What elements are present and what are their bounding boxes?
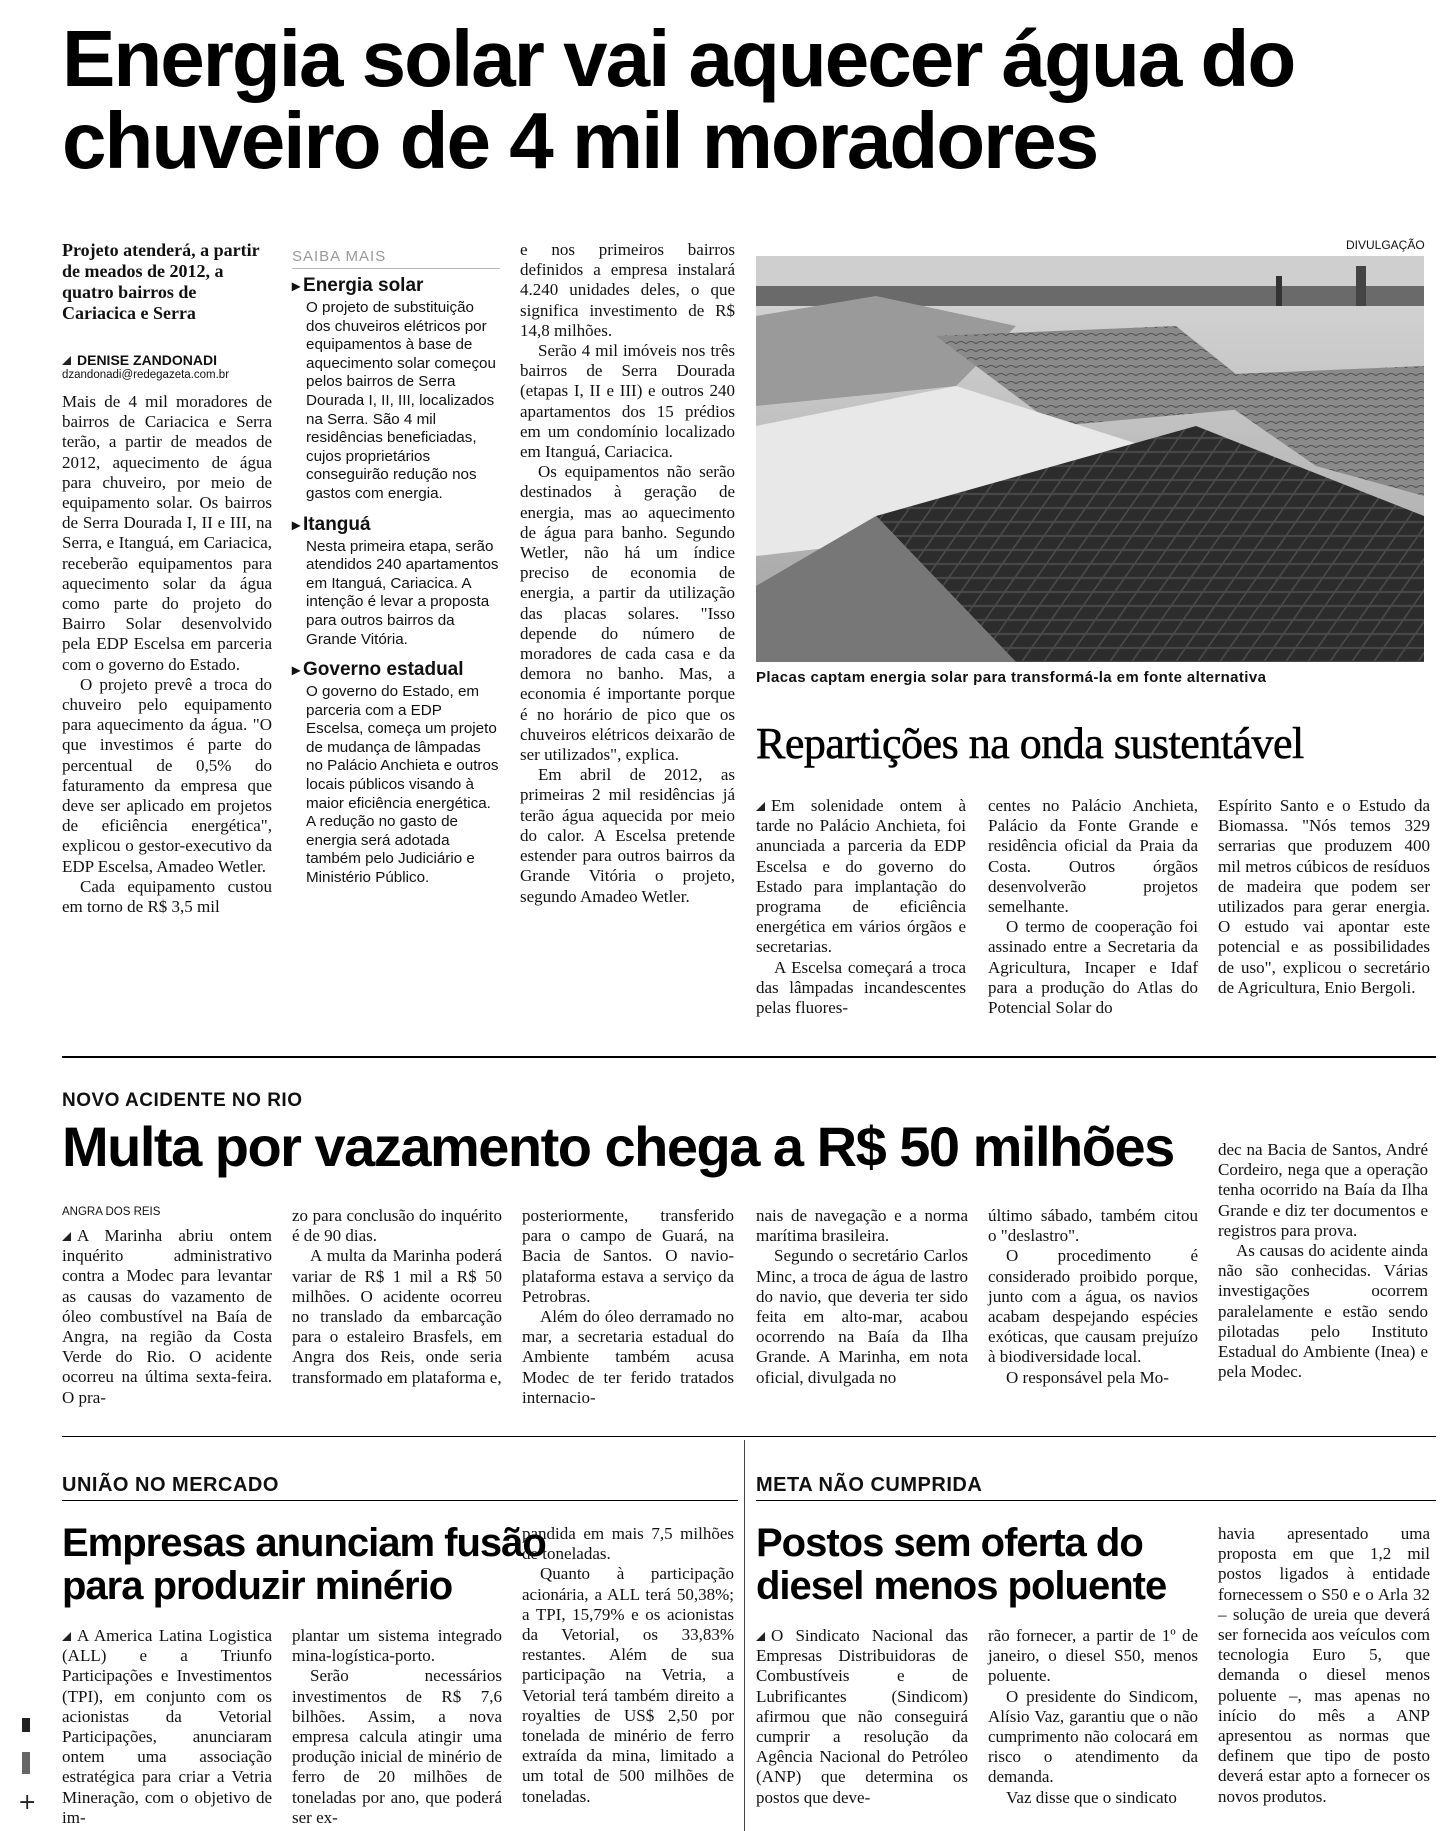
paragraph: Os equipamentos não serão destinados à geração de energia, mas ao aquecimento de água para banho. Segundo Wetler, não há um índice preciso de economia de energia, a partir da utilização das placas solares. "Isso depende do número de moradores de cada casa e da demora no banho. Mas, a economia é importante porque é no horário de pico que os chuveiros elétricos deixarão de ser utilizados", explica.: [520, 462, 735, 765]
paragraph: dec na Bacia de Santos, André Cordeiro, nega que a operação tenha ocorrido na Baía da Ilha Grande e diz ter documentos e registros para prova.: [1218, 1140, 1428, 1240]
meta-kicker: META NÃO CUMPRIDA: [756, 1474, 983, 1496]
paragraph: A multa da Marinha poderá variar de R$ 1 mil a R$ 50 milhões. O acidente ocorreu no translado da embarcação para o estaleiro Brasfels, em Angra dos Reis, onde seria transformado em plataforma e,: [292, 1246, 502, 1387]
main-column-3: [520, 240, 735, 907]
photo-caption: Placas captam energia solar para transformá-la em fonte alternativa: [756, 669, 1267, 686]
reparticoes-column-1: [756, 796, 966, 1018]
main-headline: [62, 14, 1442, 185]
paragraph: centes no Palácio Anchieta, Palácio da Fonte Grande e residência oficial da Praia da Costa. Outros órgãos desenvolverão projetos semelhante.: [988, 796, 1198, 917]
paragraph: Serão necessários investimentos de R$ 7,6 bilhões. Assim, a nova empresa calcula atingir uma produção inicial de minério de ferro de 20 milhões de toneladas por ano, que poderá ser ex-: [292, 1666, 502, 1827]
paragraph: havia apresentado uma proposta em que 1,2 mil postos ligados à entidade fornecessem o S50 e o Arla 32 – solução de ureia que deverá ser fornecida aos veículos com tecnologia Euro 5, que demanda o diesel menos poluente –, mas apenas no início do mês a ANP apresentou as normas que definem que tipo de posto deverá estar apto a fornecer os novos produtos.: [1218, 1524, 1430, 1806]
paragraph: Além do óleo derramado no mar, a secretaria estadual do Ambiente também acusa Modec de ter ferido tratados internacio-: [522, 1307, 734, 1407]
paragraph: plantar um sistema integrado mina-logística-porto.: [292, 1626, 502, 1666]
margin-mark: [22, 1752, 30, 1774]
margin-mark: [22, 1718, 30, 1732]
paragraph: e nos primeiros bairros definidos a empresa instalará 4.240 unidades deles, o que significa investimento de R$ 14,8 milhões.: [520, 240, 735, 340]
uniao-kicker: UNIÃO NO MERCADO: [62, 1474, 279, 1496]
paragraph: Segundo o secretário Carlos Minc, a troca de água de lastro do navio, que deveria ter sido feita em alto-mar, acabou ocorrendo na Baía da Ilha Grande. A Marinha, em nota oficial, divulgada no: [756, 1246, 968, 1387]
uniao-column-2: [292, 1626, 502, 1828]
triangle-icon: [756, 1632, 765, 1641]
multa-column-2: [292, 1206, 502, 1388]
triangle-icon: [62, 1632, 71, 1641]
saiba-mais-title: ▸ Energia solar: [292, 275, 500, 297]
triangle-icon: [756, 802, 765, 811]
reparticoes-headline: Repartições na onda sustentável: [756, 719, 1304, 768]
uniao-headline: [62, 1522, 546, 1608]
meta-column-1: [756, 1626, 968, 1808]
triangle-icon: [62, 1232, 71, 1241]
paragraph: A Escelsa começará a troca das lâmpadas incandescentes pelas fluores-: [756, 957, 966, 1018]
multa-headline: Multa por vazamento chega a R$ 50 milhões: [62, 1115, 1174, 1178]
section-divider: [62, 1056, 1436, 1058]
multa-column-1: [62, 1226, 272, 1408]
paragraph: Em solenidade ontem à tarde no Palácio Anchieta, foi anunciada a parceria da EDP Escelsa e do governo do Estado para implantação do programa de eficiência energética em vários órgãos e secretarias.: [756, 796, 966, 957]
paragraph: último sábado, também citou o "deslastro".: [988, 1206, 1198, 1246]
paragraph: Mais de 4 mil moradores de bairros de Cariacica e Serra terão, a partir de meados de 2012, aquecimento de água para chuveiro, por meio de equipamento solar. Os bairros de Serra Dourada I, II e III, na Serra, e Itanguá, em Cariacica, receberão equipamentos para aquecimento solar da água como parte do projeto do Bairro Solar desenvolvido pela EDP Escelsa em parceria com o governo do Estado.: [62, 392, 272, 674]
uniao-column-3: [522, 1524, 734, 1807]
paragraph: O termo de cooperação foi assinado entre a Secretaria da Agricultura, Incaper e Idaf para a produção do Atlas do Potencial Solar do: [988, 917, 1198, 1018]
meta-headline-line2: diesel menos poluente: [756, 1564, 1167, 1609]
paragraph: O responsável pela Mo-: [1006, 1367, 1169, 1387]
meta-headline: [756, 1522, 1166, 1608]
paragraph: Cada equipamento custou em torno de R$ 3,5 mil: [62, 876, 272, 917]
byline: [62, 352, 282, 381]
uniao-headline-line1: Empresas anunciam fusão: [62, 1521, 546, 1565]
paragraph: zo para conclusão do inquérito é de 90 dias.: [292, 1206, 502, 1246]
multa-dateline: ANGRA DOS REIS: [62, 1206, 161, 1218]
multa-column-5: [988, 1206, 1198, 1388]
section-divider: [62, 1436, 1436, 1437]
paragraph: Vaz disse que o sindicato: [1006, 1787, 1177, 1807]
main-subtitle: Projeto atenderá, a partir de meados de 2012, a quatro bairros de Cariacica e Serra: [62, 240, 260, 323]
paragraph: O projeto prevê a troca do chuveiro pelo equipamento para aquecimento da água. "O que investimos é parte do percentual de 0,5% do faturamento da empresa que deve ser aplicado em projetos de eficiência energética", explicou o gestor-executivo da EDP Escelsa, Amadeo Wetler.: [62, 674, 272, 876]
kicker-underline: [62, 1500, 738, 1501]
photo-credit: DIVULGAÇÃO: [1346, 238, 1425, 252]
paragraph: Espírito Santo e o Estudo da Biomassa. "Nós temos 329 serrarias que produzem 400 mil metros cúbicos de resíduos de madeira que podem ser utilizados para gerar energia. O estudo vai apontar este potencial e as possibilidades de uso", explicou o secretário de Agricultura, Enio Bergoli.: [1218, 796, 1430, 997]
crosshair-icon: +: [18, 1790, 37, 1815]
main-headline-line2: chuveiro de 4 mil moradores: [62, 95, 1098, 185]
uniao-column-1: [62, 1626, 272, 1828]
reparticoes-column-2: [988, 796, 1198, 1018]
meta-column-2: [988, 1626, 1198, 1808]
paragraph: A Marinha abriu ontem inquérito administrativo contra a Modec para levantar as causas do vazamento de óleo combustível na Baía de Angra, na região da Costa Verde do Rio. O acidente ocorreu na última sexta-feira. O pra-: [62, 1226, 272, 1407]
multa-column-6: [1218, 1140, 1428, 1382]
paragraph: As causas do acidente ainda não são conhecidas. Várias investigações ocorrem paralelamente e estão sendo pilotadas pelo Instituto Estadual do Ambiente (Inea) e pela Modec.: [1218, 1241, 1428, 1382]
meta-column-3: [1218, 1524, 1430, 1807]
saiba-mais-title: ▸ Itanguá: [292, 514, 500, 536]
uniao-headline-line2: para produzir minério: [62, 1564, 453, 1609]
multa-column-3: [522, 1206, 734, 1408]
paragraph: O Sindicato Nacional das Empresas Distribuidoras de Combustíveis e de Lubrificantes (Sindicom) afirmou que não conseguirá cumprir a resolução da Agência Nacional do Petróleo (ANP) que determina os postos que deve-: [756, 1626, 968, 1807]
meta-headline-line1: Postos sem oferta do: [756, 1521, 1143, 1565]
paragraph: nais de navegação e a norma marítima brasileira.: [756, 1206, 968, 1246]
author-name: DENISE ZANDONADI: [62, 352, 282, 368]
saiba-mais-text: O projeto de substituição dos chuveiros elétricos por equipamentos à base de aquecimento solar começou pelos bairros de Serra Dourada I, II, III, localizados na Serra. São 4 mil residências beneficiadas, cujos proprietários conseguirão redução nos gastos com energia.: [306, 299, 496, 502]
multa-column-4: [756, 1206, 968, 1388]
saiba-mais-title: ▸ Governo estadual: [292, 659, 500, 681]
paragraph: O presidente do Sindicom, Alísio Vaz, garantiu que o não cumprimento não colocará em risco o atendimento da demanda.: [988, 1686, 1198, 1787]
saiba-mais-text: Nesta primeira etapa, serão atendidos 240 apartamentos em Itanguá, Cariacica. A intenção é levar a proposta para outros bairros da Grande Vitória.: [306, 537, 499, 648]
saiba-mais-label: SAIBA MAIS: [292, 248, 500, 269]
paragraph: A America Latina Logistica (ALL) e a Triunfo Participações e Investimentos (TPI), em conjunto com os acionistas da Vetorial Participações, anunciaram ontem uma associação estratégica para criar a Vetria Mineração, com o objetivo de im-: [62, 1626, 272, 1827]
paragraph: pandida em mais 7,5 milhões de toneladas.: [522, 1524, 734, 1564]
saiba-mais-text: O governo do Estado, em parceria com a EDP Escelsa, começa um projeto de mudança de lâmpadas no Palácio Anchieta e outros locais públicos visando à maior eficiência energética. A redução no gasto de energia será adotada também pelo Judiciário e Ministério Público.: [306, 683, 499, 887]
kicker-underline: [756, 1500, 1436, 1501]
multa-kicker: NOVO ACIDENTE NO RIO: [62, 1090, 303, 1111]
column-divider: [744, 1440, 745, 1831]
solar-panels-photo: [756, 256, 1424, 662]
paragraph: posteriormente, transferido para o campo de Guará, na Bacia de Santos. O navio-plataforma estava a serviço da Petrobras.: [522, 1206, 734, 1306]
paragraph: Em abril de 2012, as primeiras 2 mil residências já terão água aquecida por meio do calor. A Escelsa pretende estender para outros bairros da Grande Vitória o projeto, segundo Amadeo Wetler.: [520, 765, 735, 906]
triangle-icon: [62, 356, 71, 365]
paragraph: rão fornecer, a partir de 1º de janeiro, o diesel S50, menos poluente.: [988, 1626, 1198, 1686]
saiba-mais-box: [292, 248, 500, 888]
paragraph: O procedimento é considerado proibido porque, junto com a água, os navios acabam despejando espécies exóticas, que causam prejuízo à biodiversidade local.: [988, 1246, 1198, 1367]
author-email: dzandonadi@redegazeta.com.br: [62, 369, 230, 381]
solar-panels-illustration: [756, 256, 1424, 662]
main-headline-line1: Energia solar vai aquecer água do: [62, 14, 1295, 103]
reparticoes-column-3: [1218, 796, 1430, 998]
main-column-1: [62, 392, 272, 917]
paragraph: Serão 4 mil imóveis nos três bairros de Serra Dourada (etapas I, II e III) e outros 240 apartamentos dos 15 prédios em um condomínio localizado em Itanguá, Cariacica.: [520, 341, 735, 462]
paragraph: Quanto à participação acionária, a ALL terá 50,38%; a TPI, 15,79% e os acionistas da Vetorial, os 33,83% restantes. Além de sua participação na Vetria, a Vetorial terá também direito a royalties de US$ 2,50 por tonelada de minério de ferro extraída da mina, limitado a um total de 500 milhões de toneladas.: [522, 1564, 734, 1806]
